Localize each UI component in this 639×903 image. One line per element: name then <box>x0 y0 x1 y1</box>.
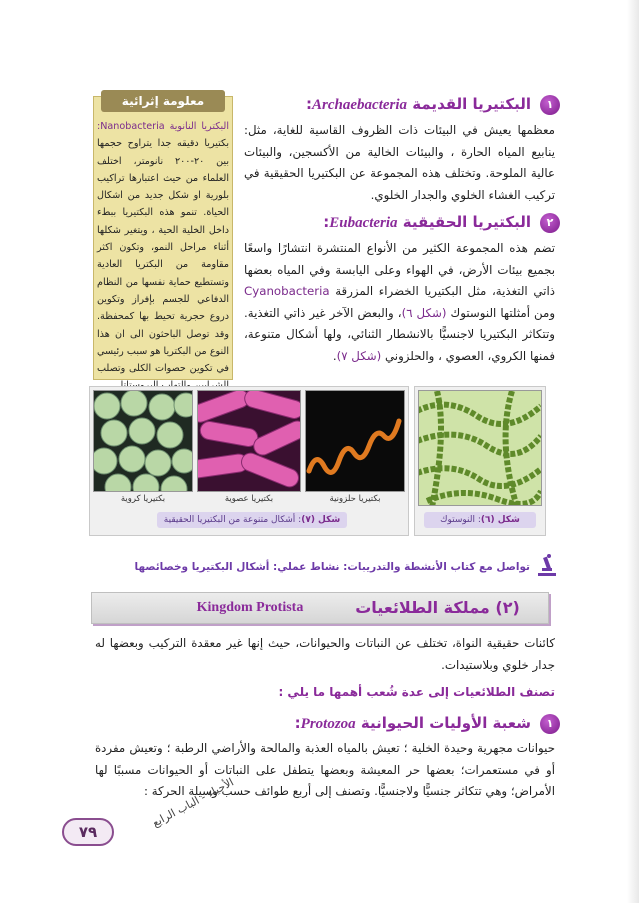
kingdom-title-english: Kingdom Protista <box>196 600 304 615</box>
sidebar-header: معلومة إثرائية <box>101 90 225 112</box>
coccus-icon <box>93 391 192 492</box>
eubacteria-paragraph <box>244 238 555 368</box>
heading-colon: : <box>323 213 330 231</box>
sidebar-text <box>97 118 229 376</box>
figure-6-caption-number: شكل (٦) <box>480 515 520 525</box>
section-heading-eubacteria <box>323 213 531 232</box>
eubacteria-text: ، والبعض الآخر غير ذاتي التغذية. وتتكاثر البكتيريا لاجنسيًّا بالانشطار الثنائي، ولها أشكال متنوعة، فمنها الكروي، العصوي ، والحلزوني <box>244 305 555 363</box>
rod-icon <box>197 391 300 492</box>
section-number-badge: ٢ <box>540 213 560 233</box>
nostoc-image <box>418 390 542 506</box>
activity-link[interactable]: تواصل مع كتاب الأنشطة والتدريبات: نشاط عملي: أشكال البكتيريا وخصائصها <box>134 561 530 573</box>
nanobacteria-description: بكتيريا دقيقه جدا يتراوح حجمها بين ٢٠-٢٠٠ نانومتر، اختلف العلماء من حيث اعتبارها تراكيب بلورية او شكل جديد من اشكال الحياة. تنمو هذه البكتيريا ببطء داخل الخلية الحية ، ويتغير شكلها أثناء مراحل النمو، وتكون اكثر مقاومة من البكتريا العادية وتستطيع حماية نفسها من النظام الدفاعي للجسم بإفراز وتكوين دروع حجرية تحيط بها كمحفظة. وقد توصل الباحثون الى ان هذا النوع من البكتريا هو سبب رئيسي في تكوين حصوات الكلى وتصلب <box>97 138 229 375</box>
figure-7-reference[interactable]: (شكل ٧) <box>336 348 382 363</box>
chapter-note: الأحياء - الباب الرابع <box>150 775 236 830</box>
eubacteria-text: تضم هذه المجموعة الكثير من الأنواع المنتشرة انتشارًا واسعًا بجميع بيئات الأرض، في الهواء وعلى اليابسة وفي المياه بعضها ذاتي التغذية، مثل البكتيريا الخضراء المزرقة <box>244 241 555 299</box>
figure-6-caption <box>424 512 536 528</box>
microscope-icon <box>536 553 558 577</box>
kingdom-title-arabic: (٢) مملكة الطلائعيات <box>355 598 520 617</box>
spiral-label: بكتيريا حلزونية <box>329 494 381 504</box>
heading-english: Protozoa <box>300 716 356 732</box>
spiral-bacteria-image <box>305 390 405 492</box>
nostoc-icon <box>418 391 541 506</box>
figure-7-caption <box>157 512 347 528</box>
section-heading-protozoa <box>295 714 531 733</box>
protista-classification: تصنف الطلائعيات إلى عدة شُعب أهمها ما يلي : <box>278 685 555 699</box>
section-number-badge: ١ <box>540 714 560 734</box>
coccus-bacteria-image <box>93 390 193 492</box>
section-number-badge: ١ <box>540 95 560 115</box>
rod-label: بكتيريا عصوية <box>224 494 274 504</box>
heading-arabic: البكتيريا الحقيقية <box>402 213 531 231</box>
figure-7-caption-text: : أشكال متنوعة من البكتيريا الحقيقية <box>163 515 302 525</box>
heading-colon: : <box>306 95 313 113</box>
heading-colon: : <box>294 714 301 732</box>
eubacteria-text: ومن أمثلتها النوستوك <box>446 305 556 320</box>
heading-english: Eubacteria <box>329 215 398 231</box>
coccus-label: بكتيريا كروية <box>120 494 166 504</box>
eubacteria-text: . <box>332 348 337 363</box>
page-number: ٧٩ <box>62 818 114 846</box>
spiral-icon <box>305 391 404 492</box>
nanobacteria-term: البكتريا النانوية Nanobacteria: <box>97 121 229 132</box>
protista-paragraph: كائنات حقيقية النواة، تختلف عن النباتات والحيوانات، حيث إنها غير معقدة التركيب وبعضها له جدار خلوي وبلاستيدات. <box>95 636 555 672</box>
figure-6-reference[interactable]: (شكل ٦) <box>401 305 447 320</box>
heading-arabic: شعبة الأوليات الحيوانية <box>360 714 531 732</box>
cyanobacteria-term: Cyanobacteria <box>244 284 330 299</box>
protozoa-paragraph: حيوانات مجهرية وحيدة الخلية ؛ تعيش بالمياه العذبة والمالحة والأراضي الرطبة ؛ وتعيش مفردة أو في مستعمرات؛ بعضها حر المعيشة وبعضها يتطفل على النباتات أو الحيوانات مسببًا لها الأمراض؛ وهي تتكاثر جنسيًّا ولاجنسيًّا. وتصنف إلى أربع طوائف حسب وسيلة الحركة : <box>95 741 555 799</box>
figure-6-caption-text: : النوستوك <box>440 515 481 525</box>
rod-bacteria-image <box>197 390 301 492</box>
heading-english: Archaebacteria <box>312 97 408 113</box>
figure-7-caption-number: شكل (٧) <box>301 515 341 525</box>
section-heading-archaebacteria <box>306 95 531 114</box>
heading-arabic: البكتيريا القديمة <box>412 95 531 113</box>
archaebacteria-paragraph: معظمها يعيش في البيئات ذات الظروف القاسية للغاية، مثل: ينابيع المياه الحارة ، والبيئات الخالية من الأكسجين، والبيئات عالية الملوحة. وتختلف هذه المجموعة عن البكتيريا الحقيقية في تركيب الغشاء الخلوي والجدار الخلوي. <box>244 123 555 202</box>
